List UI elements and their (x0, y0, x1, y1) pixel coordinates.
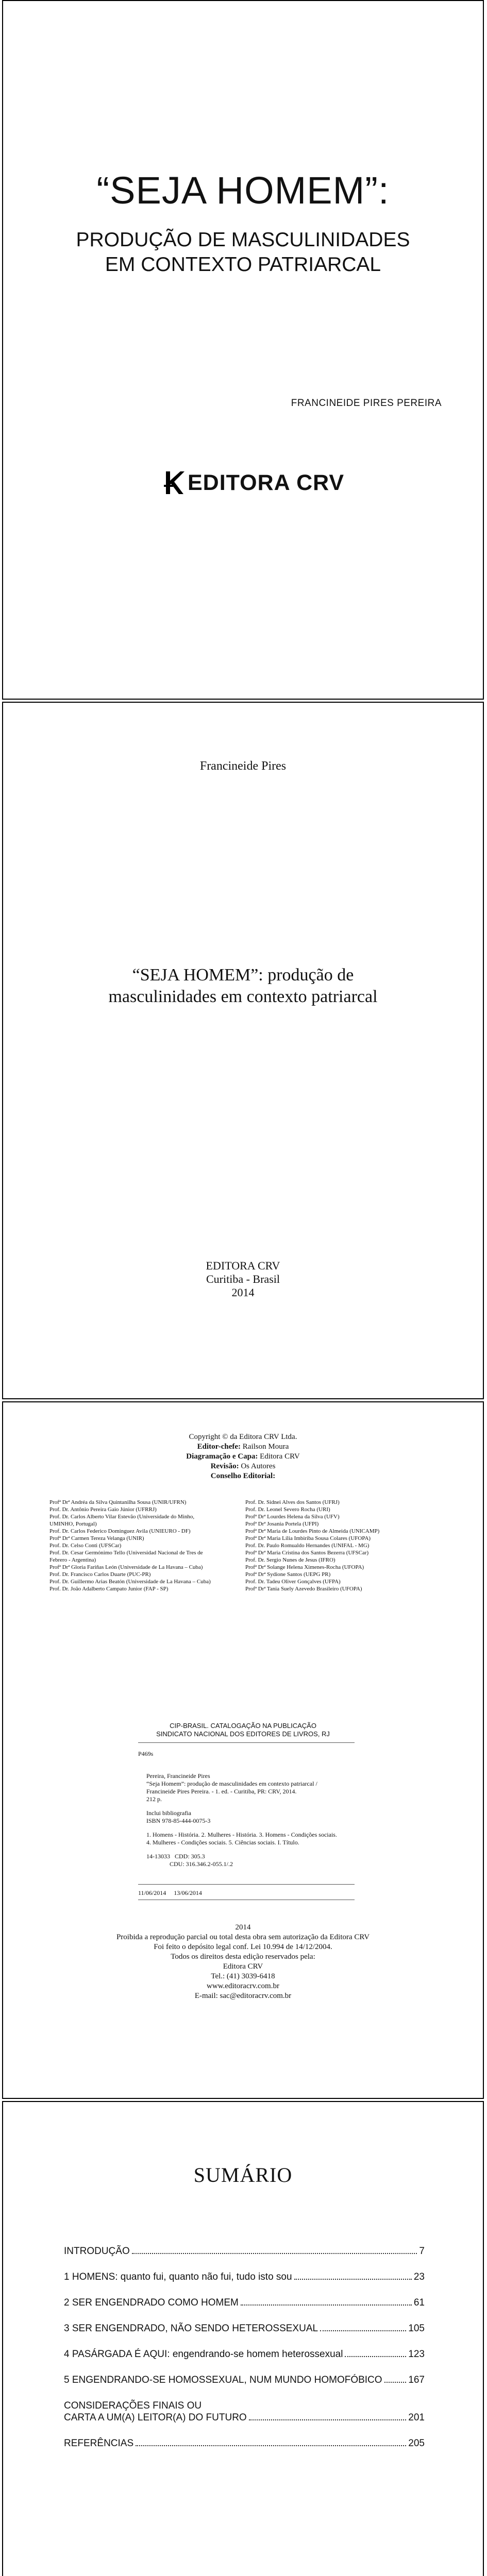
copyright-page (2, 1401, 484, 2099)
cip-code: P469s (138, 1750, 154, 1757)
publisher-name: EDITORA CRV (206, 1259, 280, 1272)
cip-dates: 11/06/2014 13/06/2014 (138, 1889, 202, 1896)
cip-line: Inclui bibliografia (146, 1809, 191, 1817)
cover-page (2, 0, 484, 700)
toc-label: CARTA A UM(A) LEITOR(A) DO FUTURO (64, 2412, 247, 2423)
toc-item[interactable] (64, 2437, 425, 2449)
editorial-council-list (49, 1499, 441, 1592)
cover-subtitle (3, 228, 483, 277)
toc-label-prefix: CONSIDERAÇÕES FINAIS OU (64, 2400, 202, 2411)
toc-item[interactable] (64, 2400, 425, 2424)
toc-label: 1 HOMENS: quanto fui, quanto não fui, tudo isto sou (64, 2272, 292, 2282)
toc-page: 167 (408, 2375, 425, 2385)
cip-record (146, 1772, 378, 1868)
toc-page: 201 (408, 2412, 425, 2423)
legal-line: Tel.: (41) 3039-6418 (211, 1972, 275, 1980)
council-member: Prof. Dr. Paulo Romualdo Hernandes (UNIFAL - MG) (245, 1543, 370, 1549)
legal-website: www.editoracrv.com.br (207, 1982, 279, 1990)
review-label: Revisão: (210, 1462, 239, 1470)
publication-year: 2014 (231, 1286, 255, 1299)
toc-label: 3 SER ENGENDRADO, NÃO SENDO HETEROSSEXUAL (64, 2323, 318, 2334)
legal-notice (3, 1923, 483, 2001)
review-line (3, 1462, 483, 1471)
editora-crv-logo-icon (163, 469, 186, 496)
title-page-publisher (3, 1259, 483, 1299)
cip-line: Pereira, Francineide Pires (146, 1772, 210, 1780)
toc-page: 7 (419, 2246, 425, 2257)
cover-subtitle-line-1: PRODUÇÃO DE MASCULINIDADES (76, 229, 410, 251)
council-title: Conselho Editorial: (210, 1472, 276, 1480)
cover-subtitle-line-2: EM CONTEXTO PATRIARCAL (105, 253, 381, 276)
layout-line (3, 1452, 483, 1462)
cip-line: 4. Mulheres - Condições sociais. 5. Ciências sociais. I. Título. (146, 1839, 299, 1846)
council-member: Prof. Dr. Celso Conti (UFSCar) (49, 1543, 122, 1549)
toc-page: 23 (413, 2272, 425, 2282)
council-member: Profª Drª Andréa da Silva Quintanilha Sousa (UNIR/UFRN) (49, 1499, 187, 1505)
legal-year: 2014 (235, 1923, 251, 1931)
summary-page (2, 2101, 484, 2576)
toc-item[interactable] (64, 2323, 425, 2334)
council-member: Prof. Dr. João Adalberto Campato Junior (FAP - SP) (49, 1586, 169, 1592)
cip-divider (138, 1884, 355, 1885)
editor-chief-label: Editor-chefe: (197, 1443, 241, 1451)
legal-email: E-mail: sac@editoracrv.com.br (194, 1992, 292, 2000)
cip-line: 212 p. (146, 1795, 162, 1803)
logo-text: EDITORA CRV (188, 470, 345, 495)
cip-line: 14-13033 CDD: 305.3 (146, 1853, 205, 1860)
title-page-title-line-1: “SEJA HOMEM”: produção de (132, 965, 354, 985)
council-member: Profª Drª Carmen Tereza Velanga (UNIR) (49, 1535, 144, 1541)
cover-title: “SEJA HOMEM”: (96, 169, 390, 212)
cip-line: “Seja Homem”: produção de masculinidades em contexto patriarcal / (146, 1780, 317, 1787)
credits-block (3, 1432, 483, 1481)
council-member: Prof. Dr. Sergio Nunes de Jesus (IFRO) (245, 1557, 335, 1563)
council-member: Profª Drª Josania Portela (UFPI) (245, 1521, 319, 1527)
legal-line: Todos os direitos desta edição reservados pela: (171, 1953, 315, 1961)
title-page (2, 702, 484, 1399)
cip-header-line-2: SINDICATO NACIONAL DOS EDITORES DE LIVROS, RJ (156, 1730, 330, 1738)
layout-value: Editora CRV (260, 1452, 300, 1461)
legal-line: Proibida a reprodução parcial ou total desta obra sem autorização da Editora CRV (116, 1933, 370, 1941)
council-member: Profª Drª Maria Lília Imbiriba Sousa Colares (UFOPA) (245, 1535, 371, 1541)
publisher-city: Curitiba - Brasil (206, 1273, 280, 1285)
cip-line: CDU: 316.346.2-055.1/.2 (146, 1860, 233, 1868)
council-member: Profª Drª Sydione Santos (UEPG PR) (245, 1571, 331, 1578)
cip-line: 1. Homens - História. 2. Mulheres - História. 3. Homens - Condições sociais. (146, 1831, 337, 1838)
toc-page: 61 (413, 2297, 425, 2308)
legal-line: Foi feito o depósito legal conf. Lei 10.994 de 14/12/2004. (154, 1943, 332, 1951)
toc-item[interactable] (64, 2245, 425, 2257)
toc-label: INTRODUÇÃO (64, 2246, 130, 2257)
toc-label: 4 PASÁRGADA É AQUI: engendrando-se homem heterossexual (64, 2349, 343, 2360)
council-member: Prof. Dr. Cesar Germónimo Tello (Universidad Nacional de Tres de (49, 1550, 203, 1556)
toc-item[interactable] (64, 2271, 425, 2283)
toc-page: 105 (408, 2323, 425, 2334)
cip-header-line-1: CIP-BRASIL. CATALOGAÇÃO NA PUBLICAÇÃO (170, 1722, 316, 1730)
legal-line: Editora CRV (223, 1962, 263, 1971)
council-member: Prof. Dr. Antônio Pereira Gaio Júnior (UFRRJ) (49, 1506, 157, 1513)
title-page-title (3, 964, 483, 1008)
council-member: Profª Drª Tania Suely Azevedo Brasileiro (UFOPA) (245, 1586, 362, 1592)
editor-chief-line (3, 1442, 483, 1452)
toc-item[interactable] (64, 2374, 425, 2386)
toc-label: REFERÊNCIAS (64, 2438, 134, 2449)
council-member: Prof. Dr. Sidnei Alves dos Santos (UFRJ) (245, 1499, 340, 1505)
council-member: Prof. Dr. Francisco Carlos Duarte (PUC-PR) (49, 1571, 151, 1578)
cip-line: ISBN 978-85-444-0075-3 (146, 1817, 211, 1824)
summary-title: SUMÁRIO (193, 2163, 293, 2187)
review-value: Os Autores (241, 1462, 276, 1470)
council-member: Prof. Dr. Tadeu Oliver Gonçalves (UFPA) (245, 1579, 341, 1585)
publisher-logo (163, 467, 344, 498)
toc-label: 5 ENGENDRANDO-SE HOMOSSEXUAL, NUM MUNDO HOMOFÓBICO (64, 2375, 382, 2385)
council-member: Profª Drª Lourdes Helena da Silva (UFV) (245, 1514, 340, 1520)
council-member: Profª Drª Solange Helena Ximenes-Rocha (UFOPA) (245, 1564, 364, 1570)
title-page-title-line-2: masculinidades em contexto patriarcal (108, 987, 378, 1006)
council-member: UMINHO, Portugal) (49, 1521, 97, 1527)
council-member: Febrero - Argentina) (49, 1557, 96, 1563)
cip-divider (138, 1742, 355, 1743)
title-page-author: Francineide Pires (199, 759, 287, 773)
toc-item[interactable] (64, 2348, 425, 2360)
council-member: Prof. Dr. Leonel Severo Rocha (URI) (245, 1506, 330, 1513)
council-member: Prof. Dr. Carlos Federico Dominguez Avila (UNIEURO - DF) (49, 1528, 191, 1534)
editor-chief-value: Railson Moura (242, 1443, 289, 1451)
layout-label: Diagramação e Capa: (186, 1452, 258, 1461)
cover-author: FRANCINEIDE PIRES PEREIRA (291, 398, 442, 409)
copyright-line: Copyright © da Editora CRV Ltda. (189, 1433, 297, 1441)
toc-page: 205 (408, 2438, 425, 2449)
council-member: Profª Drª Maria Cristina dos Santos Bezerra (UFSCar) (245, 1550, 369, 1556)
toc-label: 2 SER ENGENDRADO COMO HOMEM (64, 2297, 239, 2308)
council-member: Prof. Dr. Guillermo Arias Beatón (Universidade de La Havana – Cuba) (49, 1579, 211, 1585)
council-member: Prof. Dr. Carlos Alberto Vilar Estevão (Universidade do Minho, (49, 1514, 195, 1520)
council-member: Profª Drª Maria de Lourdes Pinto de Almeida (UNICAMP) (245, 1528, 380, 1534)
cip-header (3, 1722, 483, 1738)
cip-line: Francineide Pires Pereira. - 1. ed. - Curitiba, PR: CRV, 2014. (146, 1788, 297, 1795)
toc-page: 123 (408, 2349, 425, 2360)
council-member: Profª Drª Gloria Fariñas León (Universidade de La Havana – Cuba) (49, 1564, 203, 1570)
table-of-contents (64, 2245, 425, 2463)
toc-item[interactable] (64, 2297, 425, 2309)
